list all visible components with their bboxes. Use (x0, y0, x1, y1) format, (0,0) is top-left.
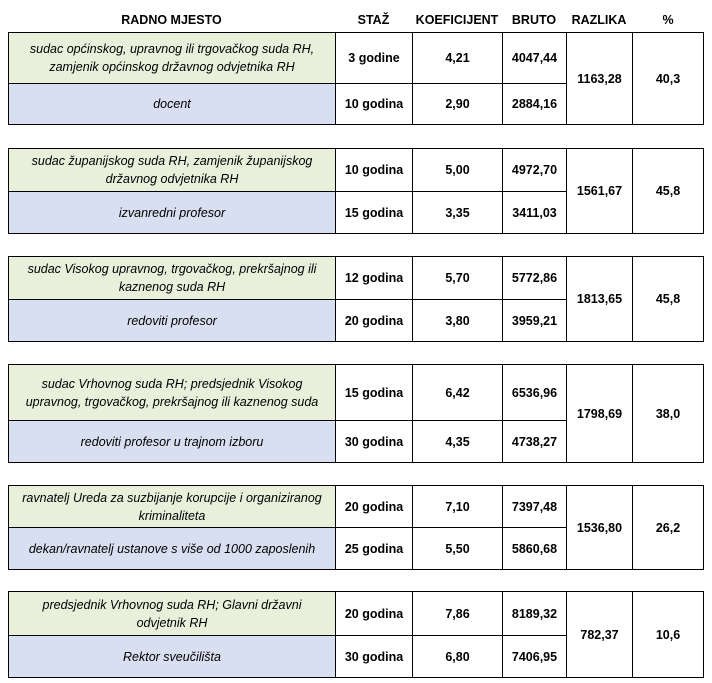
academic-tenure: 25 godina (335, 527, 412, 570)
judge-gross: 8189,32 (502, 591, 566, 635)
academic-position: dekan/ravnatelj ustanove s više od 1000 zaposlenih (8, 527, 335, 570)
judge-tenure: 3 godine (335, 32, 412, 83)
judge-gross: 4972,70 (502, 148, 566, 191)
judge-tenure: 10 godina (335, 148, 412, 191)
academic-position: docent (8, 83, 335, 125)
judge-gross: 5772,86 (502, 256, 566, 299)
difference-value: 1536,80 (566, 485, 632, 570)
academic-coefficient: 2,90 (412, 83, 502, 125)
academic-tenure: 30 godina (335, 420, 412, 463)
judge-gross: 6536,96 (502, 364, 566, 420)
percent-value: 40,3 (632, 32, 704, 125)
academic-position: Rektor sveučilišta (8, 635, 335, 678)
header-coefficient: KOEFICIJENT (415, 13, 499, 27)
judge-tenure: 20 godina (335, 485, 412, 527)
difference-value: 1163,28 (566, 32, 632, 125)
difference-value: 1798,69 (566, 364, 632, 463)
judge-position: sudac općinskog, upravnog ili trgovačkog suda RH, zamjenik općinskog državnog odvjetnika RH (8, 32, 335, 83)
judge-tenure: 20 godina (335, 591, 412, 635)
academic-coefficient: 3,80 (412, 299, 502, 342)
academic-gross: 5860,68 (502, 527, 566, 570)
judge-tenure: 15 godina (335, 364, 412, 420)
header-difference: RAZLIKA (571, 13, 627, 27)
percent-value: 10,6 (632, 591, 704, 678)
judge-coefficient: 7,86 (412, 591, 502, 635)
percent-value: 45,8 (632, 148, 704, 234)
academic-position: redoviti profesor (8, 299, 335, 342)
judge-coefficient: 7,10 (412, 485, 502, 527)
judge-position: sudac županijskog suda RH, zamjenik županijskog državnog odvjetnika RH (8, 148, 335, 191)
percent-value: 45,8 (632, 256, 704, 342)
judge-coefficient: 4,21 (412, 32, 502, 83)
academic-gross: 3959,21 (502, 299, 566, 342)
judge-position: sudac Visokog upravnog, trgovačkog, prekršajnog ili kaznenog suda RH (8, 256, 335, 299)
academic-position: redoviti profesor u trajnom izboru (8, 420, 335, 463)
academic-tenure: 30 godina (335, 635, 412, 678)
academic-position: izvanredni profesor (8, 191, 335, 234)
judge-position: sudac Vrhovnog suda RH; predsjednik Visokog upravnog, trgovačkog, prekršajnog ili kaznenog suda (8, 364, 335, 420)
academic-tenure: 10 godina (335, 83, 412, 125)
header-percent: % (662, 13, 674, 27)
academic-gross: 2884,16 (502, 83, 566, 125)
academic-coefficient: 4,35 (412, 420, 502, 463)
academic-coefficient: 3,35 (412, 191, 502, 234)
academic-tenure: 15 godina (335, 191, 412, 234)
judge-tenure: 12 godina (335, 256, 412, 299)
judge-position: predsjednik Vrhovnog suda RH; Glavni državni odvjetnik RH (8, 591, 335, 635)
judge-gross: 7397,48 (502, 485, 566, 527)
difference-value: 1561,67 (566, 148, 632, 234)
header-gross: BRUTO (511, 13, 557, 27)
judge-gross: 4047,44 (502, 32, 566, 83)
judge-coefficient: 5,00 (412, 148, 502, 191)
academic-gross: 7406,95 (502, 635, 566, 678)
header-position: RADNO MJESTO (121, 13, 222, 27)
percent-value: 38,0 (632, 364, 704, 463)
academic-gross: 4738,27 (502, 420, 566, 463)
academic-tenure: 20 godina (335, 299, 412, 342)
academic-coefficient: 5,50 (412, 527, 502, 570)
judge-position: ravnatelj Ureda za suzbijanje korupcije i organiziranog kriminaliteta (8, 485, 335, 527)
academic-gross: 3411,03 (502, 191, 566, 234)
difference-value: 782,37 (566, 591, 632, 678)
percent-value: 26,2 (632, 485, 704, 570)
academic-coefficient: 6,80 (412, 635, 502, 678)
judge-coefficient: 6,42 (412, 364, 502, 420)
header-tenure: STAŽ (357, 13, 390, 27)
difference-value: 1813,65 (566, 256, 632, 342)
judge-coefficient: 5,70 (412, 256, 502, 299)
